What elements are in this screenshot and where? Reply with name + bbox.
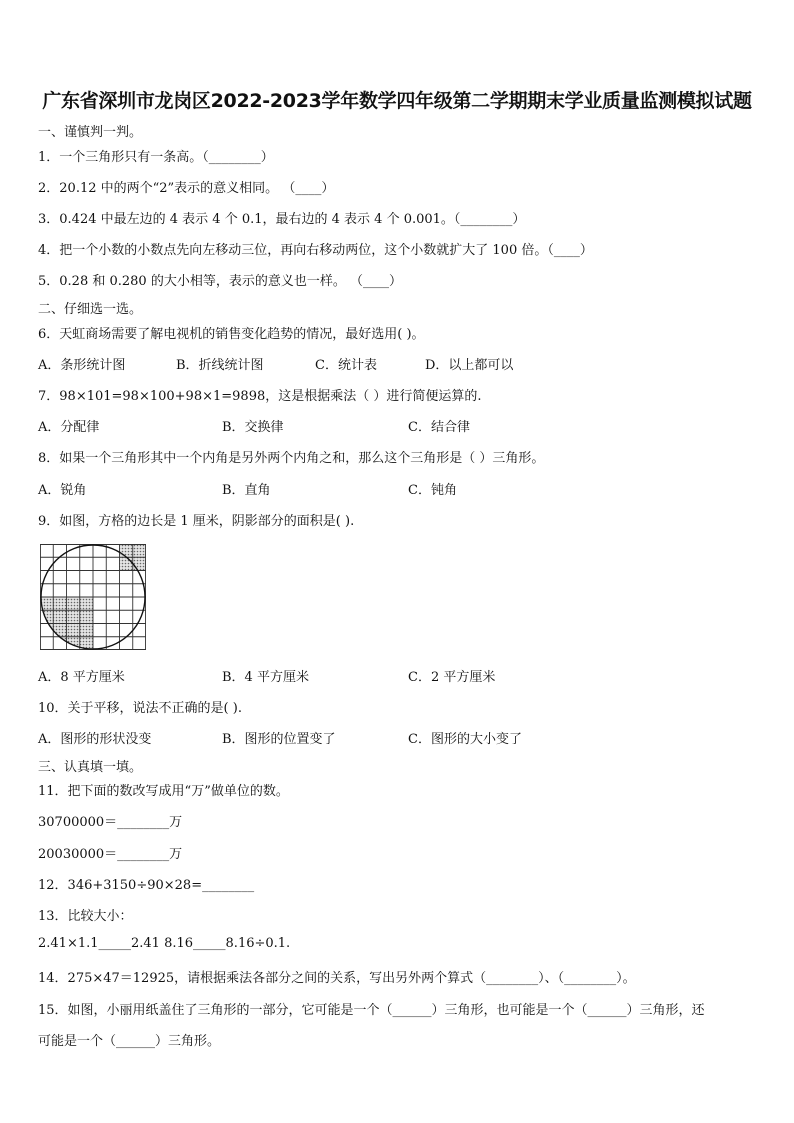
- section-heading-2: 二、仔细选一选。: [38, 302, 143, 317]
- q6-option-b: B．折线统计图: [176, 358, 264, 373]
- section-heading-1: 一、谨慎判一判。: [38, 125, 143, 140]
- question-8: 8．如果一个三角形其中一个内角是另外两个内角之和，那么这个三角形是（ ）三角形。: [38, 451, 545, 466]
- q10-option-b: B．图形的位置变了: [222, 732, 336, 747]
- question-7: 7．98×101=98×100+98×1=9898，这是根据乘法（ ）进行简便运算的.: [38, 389, 482, 404]
- question-12: 12．346+3150÷90×28=________: [38, 878, 255, 893]
- question-15-line-1: 15．如图，小丽用纸盖住了三角形的一部分，它可能是一个（______）三角形，也可能是一个（______）三角形，还: [38, 1003, 705, 1018]
- q7-option-b: B．交换律: [222, 420, 284, 435]
- question-4: 4．把一个小数的小数点先向左移动三位，再向右移动两位，这个小数就扩大了 100 倍。（____）: [38, 243, 593, 258]
- question-9: 9．如图，方格的边长是 1 厘米，阴影部分的面积是( ).: [38, 514, 355, 529]
- grid-circle-svg: [40, 544, 146, 650]
- page-title: 广东省深圳市龙岗区2022-2023学年数学四年级第二学期期末学业质量监测模拟试题: [42, 90, 752, 112]
- question-5: 5．0.28 和 0.280 的大小相等，表示的意义也一样。 （____）: [38, 274, 402, 289]
- question-3: 3．0.424 中最左边的 4 表示 4 个 0.1，最右边的 4 表示 4 个 0.001。（________）: [38, 212, 526, 227]
- q6-option-d: D．以上都可以: [425, 358, 514, 373]
- q8-option-c: C．钝角: [408, 483, 457, 498]
- grid-circle-figure: [40, 544, 146, 650]
- q11-line-2: 20030000＝________万: [38, 847, 183, 862]
- section-heading-3: 三、认真填一填。: [38, 760, 143, 775]
- question-13: 13．比较大小：: [38, 909, 133, 924]
- q9-option-c: C．2 平方厘米: [408, 670, 496, 685]
- q8-option-a: A．锐角: [38, 483, 87, 498]
- q13-line: 2.41×1.1_____2.41 8.16_____8.16÷0.1.: [38, 936, 291, 951]
- question-1: 1．一个三角形只有一条高。（________）: [38, 150, 274, 165]
- question-11: 11．把下面的数改写成用“万”做单位的数。: [38, 784, 289, 799]
- q10-option-c: C．图形的大小变了: [408, 732, 522, 747]
- q7-option-c: C．结合律: [408, 420, 470, 435]
- q8-option-b: B．直角: [222, 483, 271, 498]
- q9-option-a: A．8 平方厘米: [38, 670, 125, 685]
- q10-option-a: A．图形的形状没变: [38, 732, 152, 747]
- question-6: 6．天虹商场需要了解电视机的销售变化趋势的情况，最好选用( )。: [38, 327, 425, 342]
- q7-option-a: A．分配律: [38, 420, 100, 435]
- question-15-line-2: 可能是一个（______）三角形。: [38, 1034, 221, 1049]
- q6-option-c: C．统计表: [315, 358, 377, 373]
- q9-option-b: B．4 平方厘米: [222, 670, 309, 685]
- q11-line-1: 30700000＝________万: [38, 815, 183, 830]
- question-2: 2．20.12 中的两个“2”表示的意义相同。 （____）: [38, 181, 335, 196]
- question-14: 14．275×47＝12925，请根据乘法各部分之间的关系，写出另外两个算式（________）、（________）。: [38, 971, 636, 986]
- q6-option-a: A．条形统计图: [38, 358, 126, 373]
- question-10: 10．关于平移，说法不正确的是( ).: [38, 701, 242, 716]
